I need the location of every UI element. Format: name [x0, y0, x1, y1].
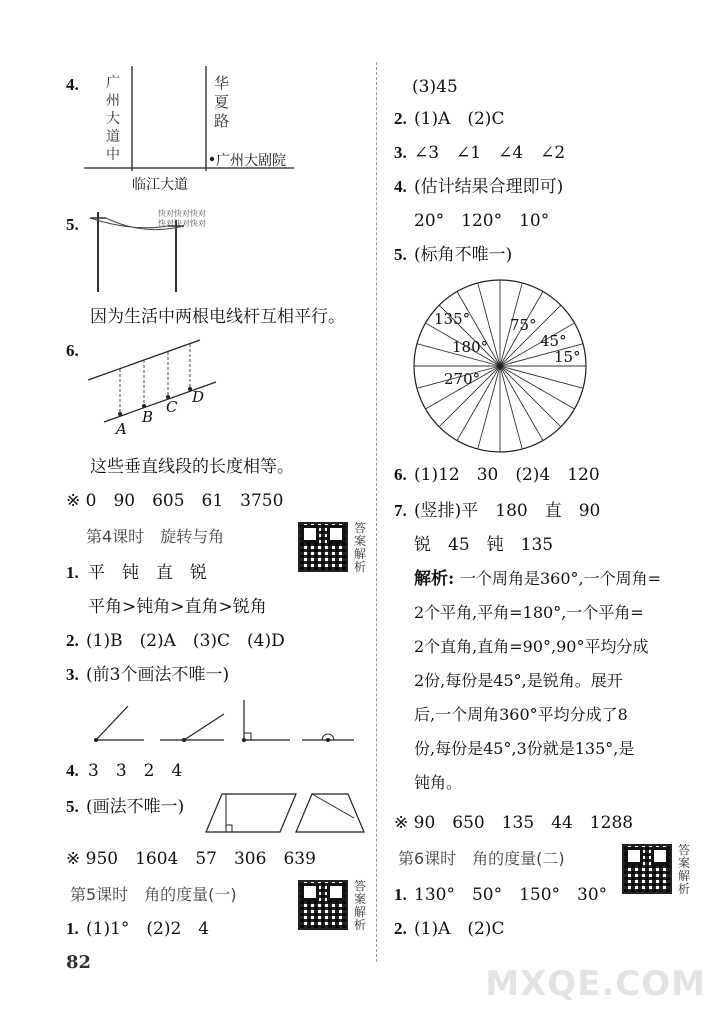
r-q4-answer: (估计结果合理即可)	[414, 177, 564, 197]
protractor-spoke	[500, 366, 561, 427]
r-q7-number: 7.	[394, 501, 407, 520]
r-q3-number: 3.	[394, 143, 407, 162]
l4-q3-answer: (前3个画法不唯一)	[86, 665, 230, 685]
analysis-label: 解析:	[414, 569, 455, 589]
l5-q1-answer: (1)1° (2)2 4	[86, 919, 210, 939]
column-divider	[376, 62, 377, 962]
analysis-line-1: 一个周角是360°,一个周角=	[460, 569, 662, 588]
q6-number: 6.	[66, 341, 79, 360]
watermark: MXQE.COM	[485, 964, 706, 1004]
l6-q2-number: 2.	[394, 919, 407, 938]
point-a: A	[116, 420, 127, 438]
r-q4-values: 20° 120° 10°	[414, 211, 550, 231]
q5-number: 5.	[66, 215, 79, 234]
r-q2-number: 2.	[394, 109, 407, 128]
r-q7-answer: (竖排)平 180 直 90	[414, 501, 601, 521]
lesson4-answer-label: 答案解析	[354, 521, 367, 574]
l6-q1-number: 1.	[394, 885, 407, 904]
protractor-circle	[410, 276, 590, 456]
l4-q5-number: 5.	[66, 797, 79, 816]
r-q6-answer: (1)12 30 (2)4 120	[414, 465, 600, 485]
qr-code-lesson5[interactable]	[298, 880, 348, 930]
protractor-spoke	[500, 366, 522, 449]
r-q5-answer: (标角不唯一)	[414, 245, 513, 265]
angle-label-45: 45°	[540, 332, 567, 350]
lesson6-title: 第6课时 角的度量(二)	[398, 849, 565, 868]
lesson6-answer-label: 答案解析	[678, 843, 691, 896]
l4-q1-number: 1.	[66, 563, 79, 582]
point-c: C	[166, 398, 178, 416]
l4-q3-number: 3.	[66, 665, 79, 684]
analysis-line-6: 份,每份是45°,3份就是135°,是	[414, 739, 635, 758]
protractor-spoke	[500, 366, 583, 388]
point-d: D	[192, 388, 205, 406]
label-huaxia-road: 华夏路	[214, 74, 230, 130]
analysis-line-5: 后,一个周角360°平均分成了8	[414, 705, 628, 724]
q6-answer: 这些垂直线段的长度相等。	[90, 457, 294, 477]
lesson5-title: 第5课时 角的度量(一)	[70, 885, 237, 904]
point-b: B	[142, 408, 154, 426]
analysis-line-2: 2个平角,平角=180°,一个平角=	[414, 603, 644, 622]
protractor-spoke	[500, 366, 543, 440]
page-number: 82	[66, 952, 92, 973]
l4-q4-answer: 3 3 2 4	[88, 761, 183, 781]
angle-label-75: 75°	[510, 316, 537, 334]
q5-answer: 因为生活中两根电线杆互相平行。	[90, 307, 345, 327]
protractor-spoke	[478, 366, 500, 449]
analysis-line-4: 2份,每份是45°,是锐角。展开	[414, 671, 623, 690]
angle-label-180: 180°	[452, 338, 489, 356]
l6-q1-answer: 130° 50° 150° 30°	[414, 885, 608, 905]
l4-q2-number: 2.	[66, 631, 79, 650]
l5-q1-number: 1.	[66, 919, 79, 938]
lesson5-answer-label: 答案解析	[354, 879, 367, 932]
protractor-spoke	[500, 366, 574, 409]
label-guangzhou-road: 广州大道中	[106, 75, 120, 163]
calc-row-3: ※ 90 650 135 44 1288	[394, 813, 634, 833]
r-q2-answer: (1)A (2)C	[414, 109, 505, 129]
r-q7-answer-2: 锐 45 钝 135	[414, 535, 554, 555]
label-linjiang-road: 临江大道	[132, 177, 188, 193]
analysis-line-3: 2个直角,直角=90°,90°平均分成	[414, 637, 649, 656]
angle-label-135: 135°	[434, 310, 471, 328]
qr-code-lesson6[interactable]	[622, 844, 672, 894]
r-q6-number: 6.	[394, 465, 407, 484]
l4-q1-answer: 平 钝 直 锐	[88, 563, 207, 583]
r-q5-number: 5.	[394, 245, 407, 264]
calc-row-1: ※ 0 90 605 61 3750	[66, 491, 284, 511]
lesson4-title: 第4课时 旋转与角	[86, 527, 225, 546]
angle-label-15: 15°	[554, 348, 581, 366]
calc-row-2: ※ 950 1604 57 306 639	[66, 849, 316, 869]
pole-text-1: 快对快对快对	[158, 209, 206, 218]
l6-q2-answer: (1)A (2)C	[414, 919, 505, 939]
l4-q5-answer: (画法不唯一)	[86, 797, 185, 817]
qr-code-lesson4[interactable]	[298, 522, 348, 572]
r-q4-number: 4.	[394, 177, 407, 196]
r-q3-answer: ∠3 ∠1 ∠4 ∠2	[414, 143, 566, 163]
l4-q2-answer: (1)B (2)A (3)C (4)D	[86, 631, 285, 651]
l4-q4-number: 4.	[66, 761, 79, 780]
r-top-answer: (3)45	[412, 77, 458, 97]
angle-label-270: 270°	[444, 370, 481, 388]
analysis-line-7: 钝角。	[414, 773, 463, 792]
label-theatre: 广州大剧院	[216, 153, 286, 169]
angle-drawings	[88, 696, 358, 746]
parallel-lines-figure	[84, 332, 224, 432]
shape-drawings	[204, 792, 368, 836]
l4-q1-order: 平角>钝角>直角>锐角	[88, 597, 267, 617]
q4-number: 4.	[66, 75, 79, 94]
pole-text-2: 快对快对快对	[158, 219, 206, 228]
